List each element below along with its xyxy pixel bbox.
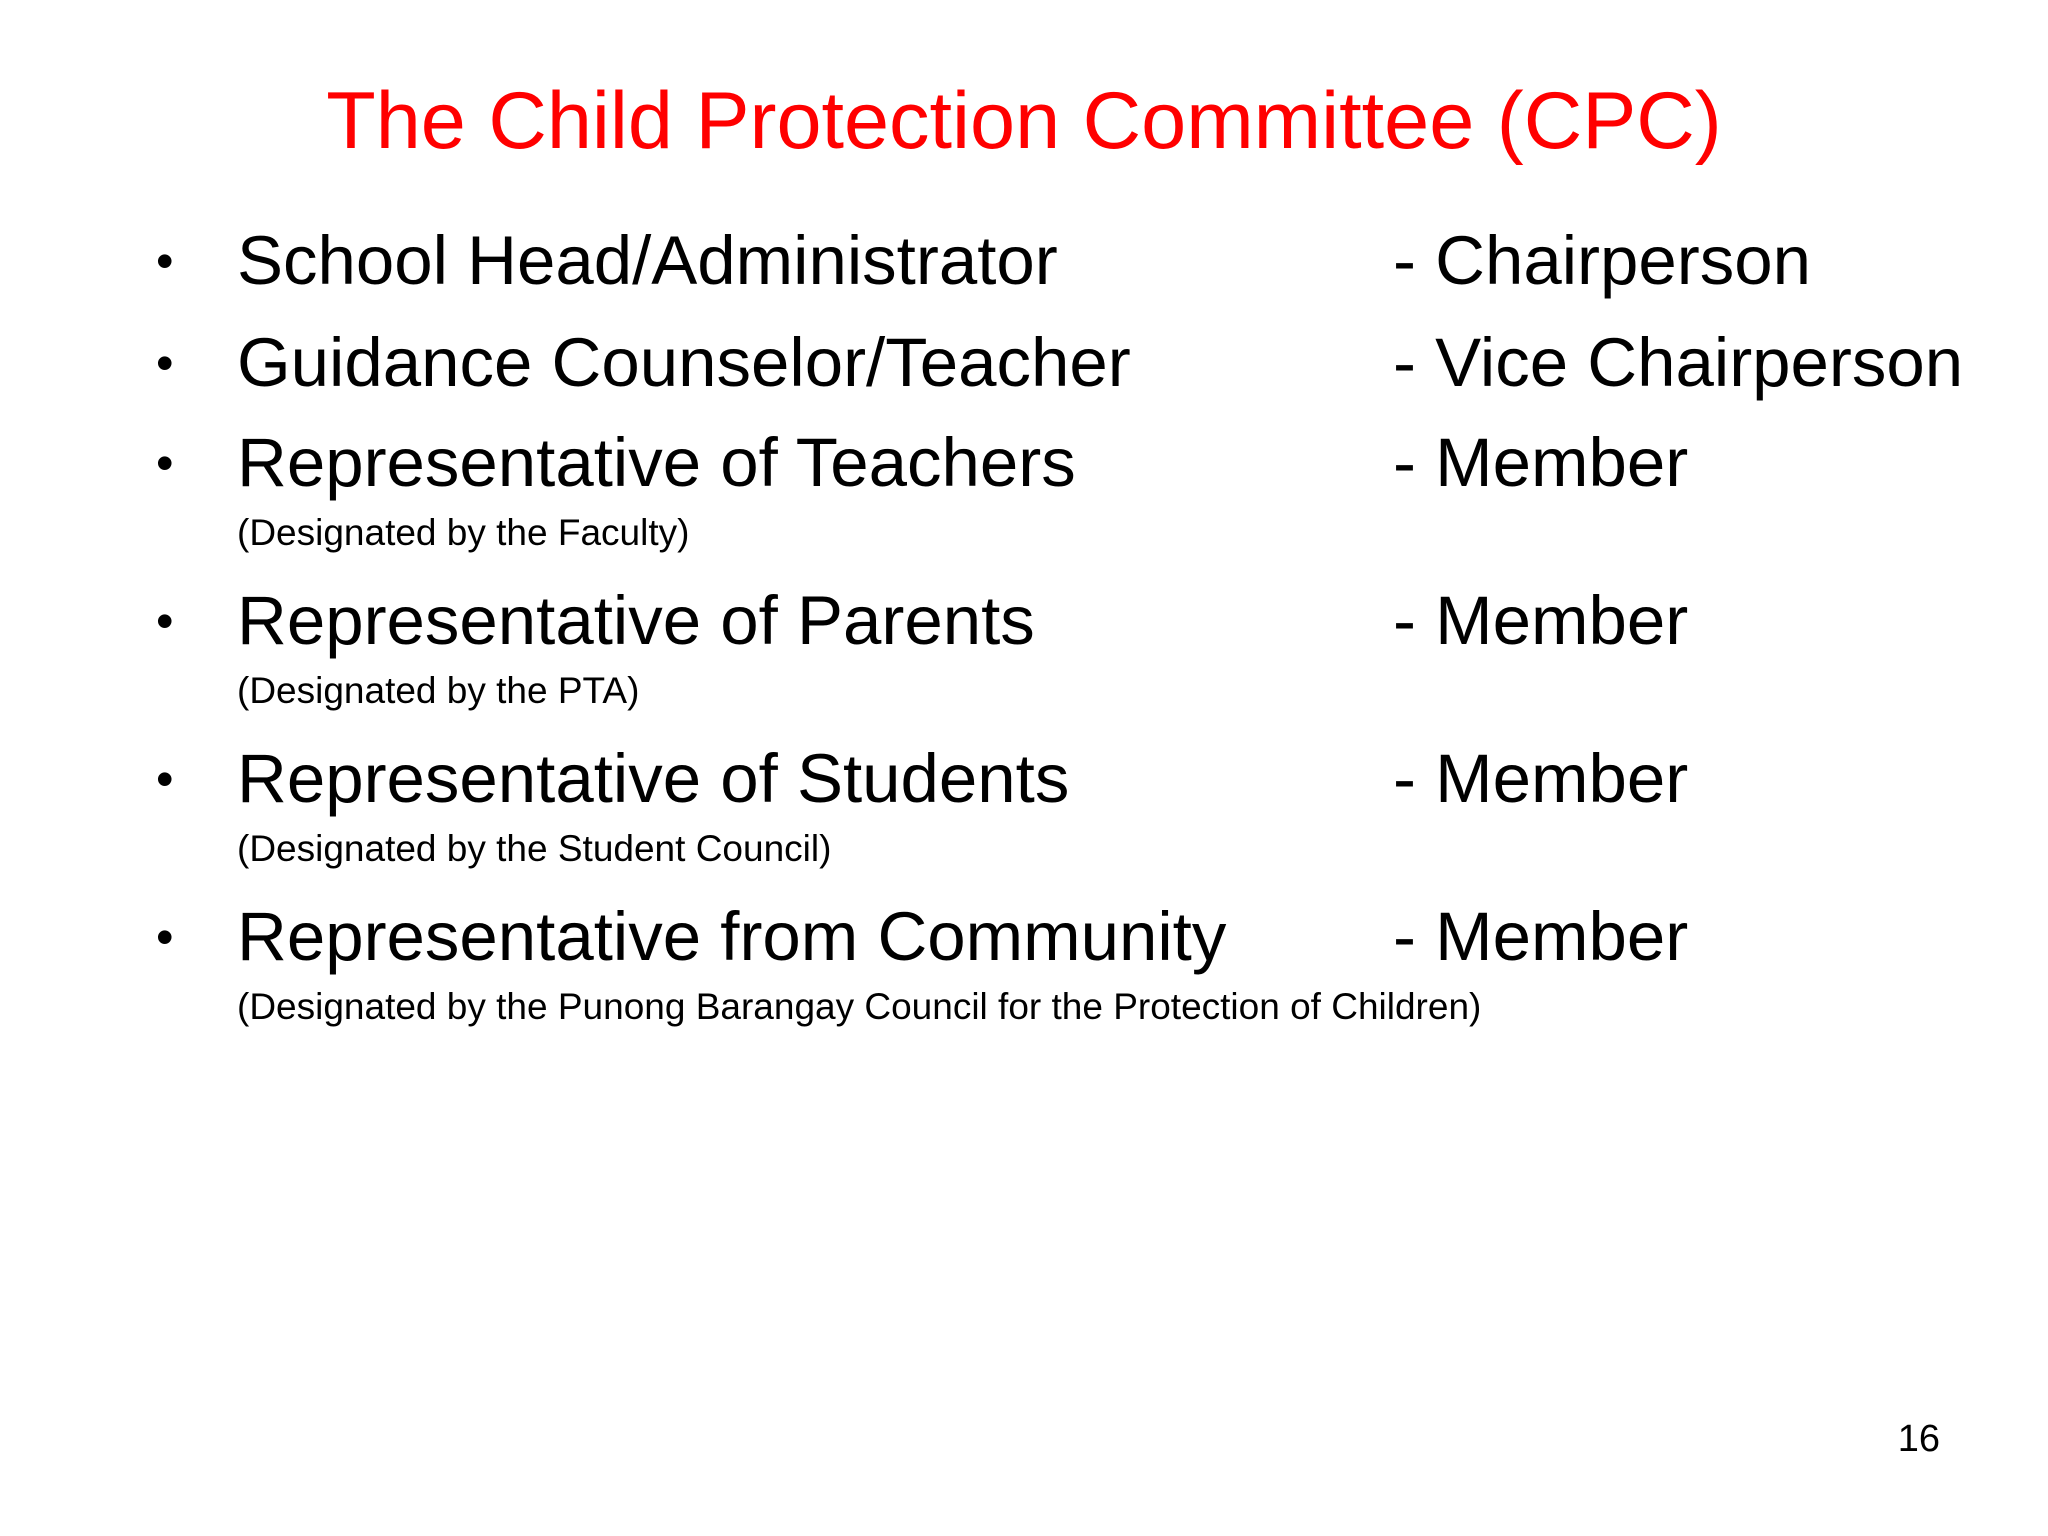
- list-item-community-representative: [0, 897, 2048, 1027]
- role-name: Representative of Teachers: [237, 424, 1076, 501]
- role-position: - Vice Chairperson: [1393, 324, 1964, 401]
- bullet-icon: •: [156, 593, 174, 649]
- bullet-icon: •: [156, 435, 174, 491]
- bullet-icon: •: [156, 909, 174, 965]
- role-position: - Member: [1393, 740, 1689, 817]
- designation-note: (Designated by the PTA): [237, 670, 640, 711]
- slide-title: The Child Protection Committee (CPC): [326, 76, 1722, 166]
- role-name: School Head/Administrator: [237, 222, 1058, 299]
- role-name: Representative of Parents: [237, 582, 1035, 659]
- role-position: - Member: [1393, 424, 1689, 501]
- designation-note: (Designated by the Student Council): [237, 828, 832, 869]
- list-item-parent-representative: [0, 581, 2048, 711]
- list-item-student-representative: [0, 739, 2048, 869]
- bullet-icon: •: [156, 335, 174, 391]
- bullet-icon: •: [156, 751, 174, 807]
- role-name: Representative from Community: [237, 898, 1227, 975]
- page-number: 16: [1897, 1418, 1940, 1460]
- role-name: Guidance Counselor/Teacher: [237, 324, 1131, 401]
- role-position: - Chairperson: [1393, 222, 1812, 299]
- list-item-guidance-counselor: [0, 323, 2048, 403]
- list-item-teacher-representative: [0, 423, 2048, 553]
- role-name: Representative of Students: [237, 740, 1070, 817]
- role-position: - Member: [1393, 582, 1689, 659]
- bullet-icon: •: [156, 233, 174, 289]
- designation-note: (Designated by the Faculty): [237, 512, 690, 553]
- designation-note: (Designated by the Punong Barangay Council for the Protection of Children): [237, 986, 1482, 1027]
- list-item-school-head: [0, 221, 2048, 301]
- role-position: - Member: [1393, 898, 1689, 975]
